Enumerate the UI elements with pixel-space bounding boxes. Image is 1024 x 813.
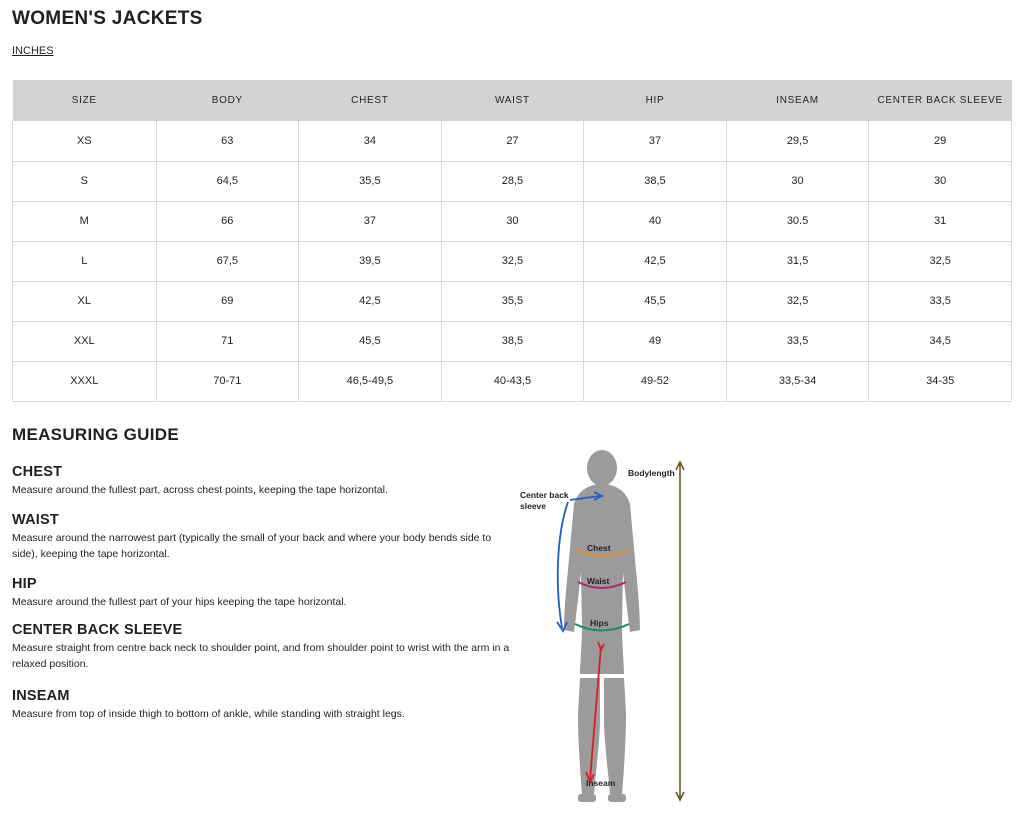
- cell-center-back-sleeve: 32,5: [869, 241, 1012, 281]
- column-header-waist: WAIST: [441, 80, 584, 121]
- guide-heading-inseam: INSEAM: [12, 688, 70, 704]
- cell-center-back-sleeve: 30: [869, 161, 1012, 201]
- column-header-size: SIZE: [13, 80, 157, 121]
- diagram-label-chest: Chest: [587, 543, 611, 553]
- cell-chest: 39,5: [299, 241, 442, 281]
- guide-heading-hip: HIP: [12, 576, 37, 592]
- cell-size: M: [13, 201, 157, 241]
- cell-hip: 49: [584, 321, 727, 361]
- cell-center-back-sleeve: 34-35: [869, 361, 1012, 401]
- guide-heading-waist: WAIST: [12, 512, 59, 528]
- cell-body: 63: [156, 121, 299, 161]
- cell-waist: 35,5: [441, 281, 584, 321]
- diagram-label-center-back-sleeve-line2: sleeve: [520, 500, 546, 511]
- column-header-hip: HIP: [584, 80, 727, 121]
- cell-size: XL: [13, 281, 157, 321]
- page-title: WOMEN'S JACKETS: [12, 8, 203, 29]
- size-table: [12, 80, 1012, 402]
- cell-inseam: 33,5: [726, 321, 869, 361]
- guide-item-center-back-sleeve: [12, 622, 512, 673]
- guide-text-inseam: Measure from top of inside thigh to bottom of ankle, while standing with straight legs.: [12, 708, 405, 720]
- cell-waist: 27: [441, 121, 584, 161]
- cell-inseam: 29,5: [726, 121, 869, 161]
- cell-inseam: 31,5: [726, 241, 869, 281]
- cell-inseam: 32,5: [726, 281, 869, 321]
- guide-text-hip: Measure around the fullest part of your hips keeping the tape horizontal.: [12, 596, 347, 608]
- unit-toggle-link[interactable]: INCHES: [12, 45, 54, 57]
- cell-center-back-sleeve: 33,5: [869, 281, 1012, 321]
- diagram-label-bodylength: Bodylength: [628, 468, 675, 478]
- cell-body: 70-71: [156, 361, 299, 401]
- cell-chest: 42,5: [299, 281, 442, 321]
- cell-chest: 46,5-49,5: [299, 361, 442, 401]
- table-row: [13, 121, 1012, 161]
- column-header-inseam: INSEAM: [726, 80, 869, 121]
- cell-body: 66: [156, 201, 299, 241]
- cell-hip: 42,5: [584, 241, 727, 281]
- cell-hip: 49-52: [584, 361, 727, 401]
- cell-size: XS: [13, 121, 157, 161]
- guide-item-inseam: [12, 688, 512, 722]
- guide-heading-center-back-sleeve: CENTER BACK SLEEVE: [12, 622, 183, 638]
- cell-hip: 38,5: [584, 161, 727, 201]
- cell-waist: 30: [441, 201, 584, 241]
- cell-size: XXL: [13, 321, 157, 361]
- diagram-label-hips: Hips: [590, 618, 609, 628]
- cell-center-back-sleeve: 34,5: [869, 321, 1012, 361]
- cell-inseam: 30: [726, 161, 869, 201]
- guide-item-waist: [12, 512, 512, 563]
- cell-waist: 32,5: [441, 241, 584, 281]
- cell-size: S: [13, 161, 157, 201]
- cell-hip: 37: [584, 121, 727, 161]
- guide-heading-chest: CHEST: [12, 464, 63, 480]
- guide-text-waist: Measure around the narrowest part (typically the small of your back and where your body bends side to side), keeping the tape horizontal.: [12, 532, 492, 561]
- guide-item-hip: [12, 576, 512, 610]
- table-header-row: [13, 80, 1012, 121]
- cell-inseam: 30.5: [726, 201, 869, 241]
- diagram-label-waist: Waist: [587, 576, 610, 586]
- cell-center-back-sleeve: 29: [869, 121, 1012, 161]
- diagram-label-center-back-sleeve: [520, 490, 569, 511]
- cell-body: 69: [156, 281, 299, 321]
- cell-body: 67,5: [156, 241, 299, 281]
- measurement-diagram: [520, 450, 710, 810]
- cell-hip: 45,5: [584, 281, 727, 321]
- cell-center-back-sleeve: 31: [869, 201, 1012, 241]
- cell-size: XXXL: [13, 361, 157, 401]
- table-row: [13, 241, 1012, 281]
- table-row: [13, 321, 1012, 361]
- diagram-label-center-back-sleeve-line1: Center back: [520, 490, 569, 500]
- guide-item-chest: [12, 464, 512, 498]
- table-row: [13, 201, 1012, 241]
- measuring-guide-title: MEASURING GUIDE: [12, 425, 179, 444]
- guide-text-center-back-sleeve: Measure straight from centre back neck to shoulder point, and from shoulder point to wrist with the arm in a relaxed position.: [12, 642, 510, 671]
- table-row: [13, 361, 1012, 401]
- cell-hip: 40: [584, 201, 727, 241]
- cell-size: L: [13, 241, 157, 281]
- column-header-chest: CHEST: [299, 80, 442, 121]
- cell-waist: 40-43,5: [441, 361, 584, 401]
- cell-inseam: 33,5-34: [726, 361, 869, 401]
- cell-body: 71: [156, 321, 299, 361]
- table-row: [13, 281, 1012, 321]
- cell-chest: 45,5: [299, 321, 442, 361]
- cell-body: 64,5: [156, 161, 299, 201]
- guide-text-chest: Measure around the fullest part, across chest points, keeping the tape horizontal.: [12, 484, 388, 496]
- cell-waist: 28,5: [441, 161, 584, 201]
- table-row: [13, 161, 1012, 201]
- column-header-body: BODY: [156, 80, 299, 121]
- cell-chest: 34: [299, 121, 442, 161]
- cell-chest: 37: [299, 201, 442, 241]
- column-header-center-back-sleeve: CENTER BACK SLEEVE: [869, 80, 1012, 121]
- size-table-body: [13, 121, 1012, 401]
- size-table-head: [13, 80, 1012, 121]
- bodylength-arrow: [676, 462, 684, 800]
- cell-chest: 35,5: [299, 161, 442, 201]
- diagram-label-inseam: Inseam: [586, 778, 616, 788]
- cell-waist: 38,5: [441, 321, 584, 361]
